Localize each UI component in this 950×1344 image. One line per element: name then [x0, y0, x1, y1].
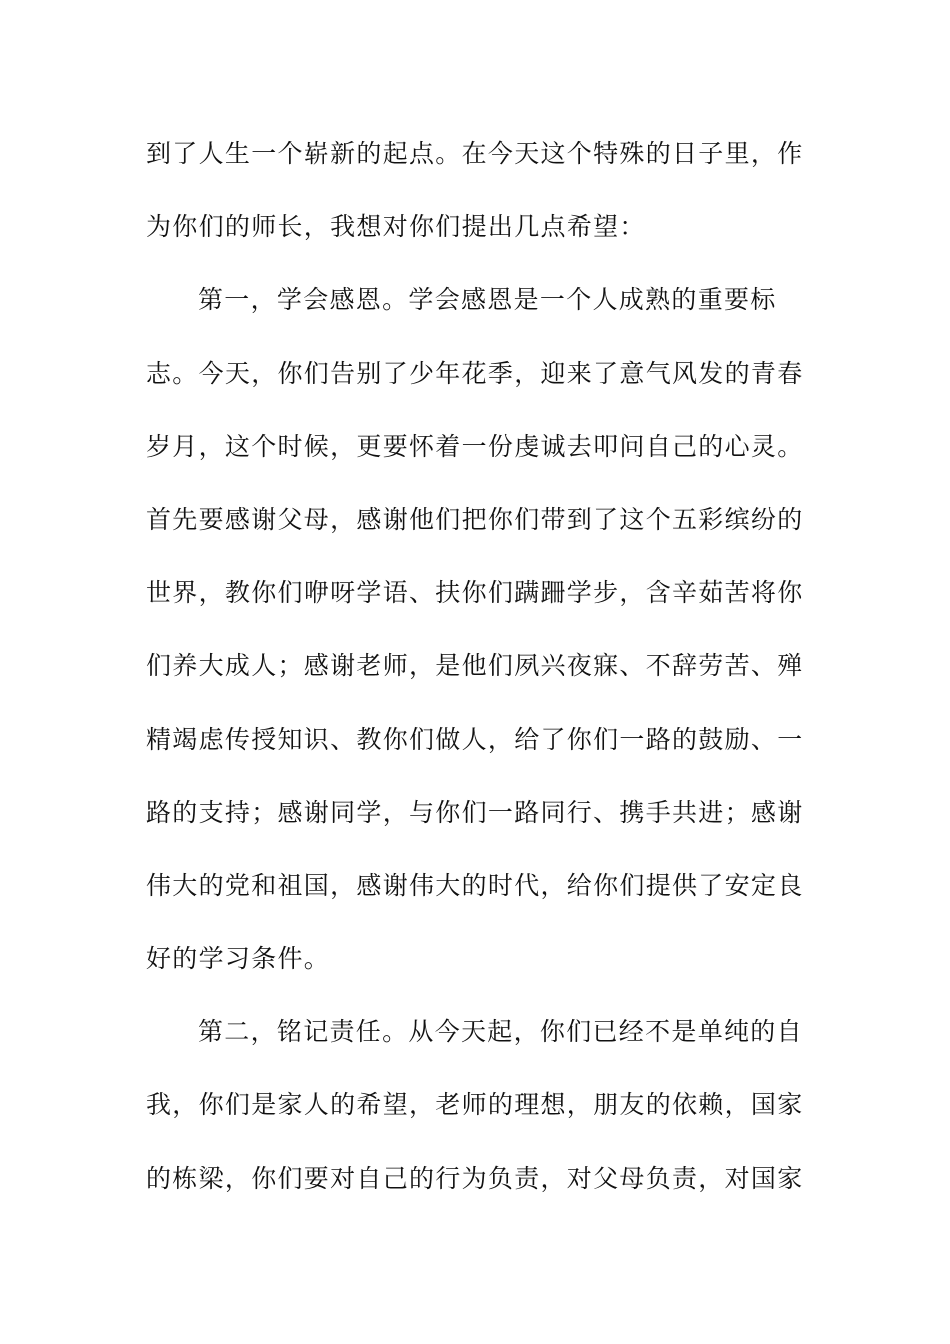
text-line: 路的支持；感谢同学，与你们一路同行、携手共进；感谢 — [146, 797, 804, 827]
text-line: 首先要感谢父母，感谢他们把你们带到了这个五彩缤纷的 — [146, 504, 804, 534]
paragraph-first-line: 第二，铭记责任。从今天起，你们已经不是单纯的自 — [198, 1017, 803, 1047]
text-line: 到了人生一个崭新的起点。在今天这个特殊的日子里，作 — [146, 139, 804, 168]
text-line: 岁月，这个时候，更要怀着一份虔诚去叩问自己的心灵。 — [146, 431, 804, 461]
text-line: 精竭虑传授知识、教你们做人，给了你们一路的鼓励、一 — [146, 724, 804, 754]
text-line: 我，你们是家人的希望，老师的理想，朋友的依赖，国家 — [146, 1090, 804, 1120]
text-line: 好的学习条件。 — [146, 944, 331, 974]
text-line: 志。今天，你们告别了少年花季，迎来了意气风发的青春 — [146, 358, 804, 388]
document-body — [146, 131, 804, 1229]
text-line: 为你们的师长，我想对你们提出几点希望： — [146, 212, 646, 242]
paragraph-first-line: 第一，学会感恩。学会感恩是一个人成熟的重要标 — [198, 285, 777, 315]
text-line: 们养大成人；感谢老师，是他们夙兴夜寐、不辞劳苦、殚 — [146, 651, 804, 681]
text-line: 伟大的党和祖国，感谢伟大的时代，给你们提供了安定良 — [146, 870, 804, 900]
text-line: 的栋梁，你们要对自己的行为负责，对父母负责，对国家 — [146, 1163, 804, 1193]
text-line: 世界，教你们咿呀学语、扶你们蹒跚学步，含辛茹苦将你 — [146, 578, 804, 608]
